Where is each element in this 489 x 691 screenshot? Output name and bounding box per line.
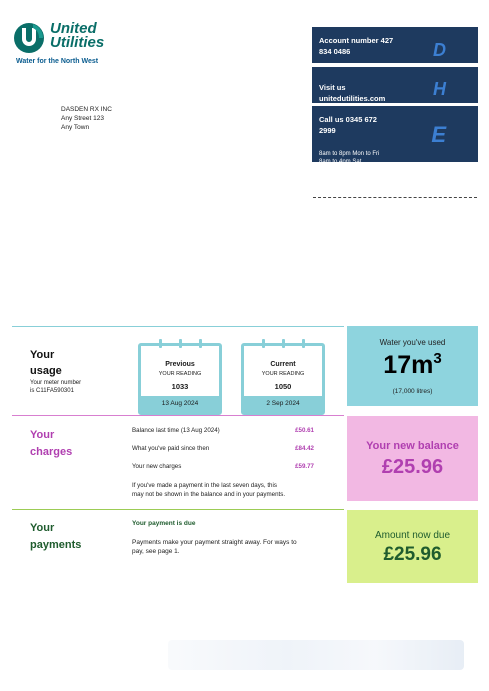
reading-date: 13 Aug 2024 — [141, 396, 219, 412]
dashed-divider — [313, 197, 477, 198]
calendar-ring-icon — [199, 339, 202, 348]
payment-instructions: Payments make your payment straight away. For ways to pay, see page 1. — [132, 539, 297, 555]
website-link[interactable]: unitedutilities.com — [319, 94, 386, 103]
address-line: DASDEN RX INC — [61, 106, 112, 113]
calendar-ring-icon — [262, 339, 265, 348]
reading-subtitle: YOUR READING — [261, 371, 305, 377]
reading-value: 1050 — [274, 382, 292, 391]
visit-label: Visit us — [319, 83, 346, 92]
water-used-label: Water you've used — [379, 338, 446, 347]
usage-divider — [12, 326, 344, 327]
payment-note: If you've made a payment in the last seven days, this may not be shown in the balance and in your payments. — [132, 482, 286, 498]
water-used-box — [347, 326, 478, 406]
usage-title: Your usage — [30, 349, 62, 377]
charges-divider — [12, 415, 344, 416]
call-panel — [312, 106, 478, 165]
new-balance-box — [347, 416, 478, 501]
brand-name: United Utilities — [50, 20, 105, 51]
account-panel — [312, 27, 478, 63]
calendar-ring-icon — [302, 339, 305, 348]
brand-logo — [13, 22, 123, 68]
phone-value: 2999 — [319, 126, 336, 135]
phone-label: Call us 0345 672 — [319, 115, 377, 124]
amount-due-box — [347, 510, 478, 583]
reading-date: 2 Sep 2024 — [244, 396, 322, 412]
opening-hours: 8am to 8pm Mon to Fri 8am to 4pm Sat — [319, 151, 380, 165]
panel-letter: H — [433, 79, 446, 99]
account-number-label: Account number 427 — [319, 36, 394, 45]
reading-title: Current — [270, 361, 296, 368]
visit-panel — [312, 67, 478, 103]
current-reading-calendar — [241, 343, 325, 415]
payment-due-heading: Your payment is due — [132, 520, 196, 527]
amount-due-value: £25.96 — [383, 544, 442, 565]
droplet-u-icon — [13, 22, 47, 54]
panel-letter: E — [431, 122, 446, 147]
payments-title: Your payments — [30, 522, 82, 551]
address-line: Any Street 123 — [61, 115, 104, 122]
water-used-value: $17m^3$ — [383, 350, 442, 379]
charge-row: Your new charges £59.77 — [132, 463, 314, 470]
charge-row: What you've paid since then £84.42 — [132, 445, 314, 452]
meter-number: Your meter number is C11FA590301 — [30, 380, 82, 394]
calendar-ring-icon — [159, 339, 162, 348]
calendar-ring-icon — [179, 339, 182, 348]
reading-subtitle: YOUR READING — [158, 371, 202, 377]
reading-title: Previous — [165, 361, 195, 368]
charge-row: Balance last time (13 Aug 2024) £50.61 — [132, 427, 314, 434]
panel-letter: D — [433, 40, 446, 60]
new-balance-value: £25.96 — [381, 456, 444, 478]
brand-tagline: Water for the North West — [16, 58, 99, 65]
water-used-litres: (17,000 litres) — [392, 388, 433, 395]
payments-divider — [12, 509, 344, 510]
calendar-ring-icon — [282, 339, 285, 348]
recipient-address — [61, 105, 112, 132]
charges-title: Your charges — [30, 429, 73, 458]
previous-reading-calendar — [138, 343, 222, 415]
amount-due-label: Amount now due — [374, 530, 451, 541]
reading-value: 1033 — [171, 382, 189, 391]
blurred-footer — [168, 640, 464, 670]
address-line: Any Town — [61, 124, 90, 131]
account-number-value: 834 0486 — [319, 47, 351, 56]
new-balance-label: Your new balance — [366, 440, 459, 452]
